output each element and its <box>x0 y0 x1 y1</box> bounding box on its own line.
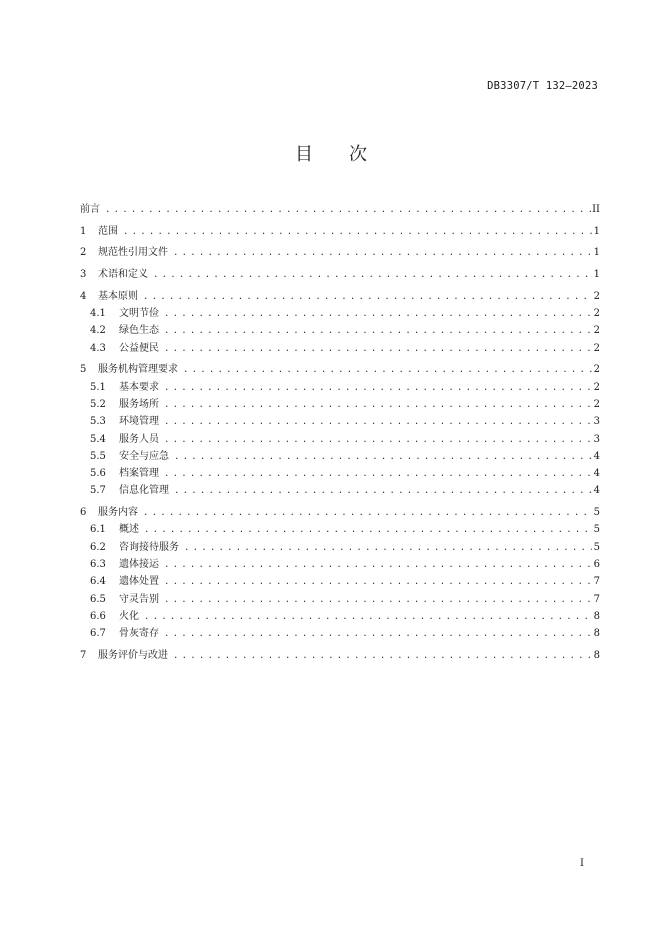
toc-subentry[interactable] <box>80 572 600 589</box>
toc-entry-number: 6.1 <box>90 524 106 536</box>
leader-dots <box>141 525 592 535</box>
toc-entry-page: 8 <box>593 610 600 622</box>
toc-subentry[interactable] <box>80 590 600 607</box>
toc-entry-title: 遗体处置 <box>119 576 159 588</box>
toc-entry-page: 8 <box>593 649 600 661</box>
toc-entry-title: 基本要求 <box>119 381 159 393</box>
toc-entry-number: 6.6 <box>90 610 106 622</box>
toc-entry-number: 5.6 <box>90 468 106 480</box>
toc-entry-foreword[interactable] <box>80 200 600 217</box>
toc-entry-number: 5.4 <box>90 433 106 445</box>
toc-subentry[interactable] <box>80 430 600 447</box>
page-number: I <box>580 858 584 869</box>
toc-subentry[interactable] <box>80 395 600 412</box>
leader-dots <box>170 248 592 258</box>
toc-entry-title: 遗体接运 <box>119 558 159 570</box>
leader-dots <box>161 400 592 410</box>
toc-entry-title: 安全与应急 <box>119 450 169 462</box>
toc-subentry[interactable] <box>80 321 600 338</box>
toc-entry-page: 8 <box>593 628 600 640</box>
toc-entry-number: 6.2 <box>90 541 106 553</box>
toc-entry-number: 4.1 <box>90 308 106 320</box>
leader-dots <box>181 543 592 553</box>
toc-entry-page: 2 <box>593 342 600 354</box>
leader-dots <box>171 452 592 462</box>
toc-subentry[interactable] <box>80 607 600 624</box>
toc-subentry[interactable] <box>80 481 600 498</box>
leader-dots <box>161 383 592 393</box>
leader-dots <box>171 486 592 496</box>
toc-subentry[interactable] <box>80 412 600 429</box>
toc-entry-title: 文明节俭 <box>119 308 159 320</box>
toc-entry-number: 5 <box>80 364 87 376</box>
toc-subentry[interactable] <box>80 538 600 555</box>
toc-entry-page: 5 <box>593 507 600 519</box>
toc-entry-page: 2 <box>593 325 600 337</box>
toc-entry-title: 服务人员 <box>119 433 159 445</box>
toc-entry-number: 6.4 <box>90 576 106 588</box>
toc-entry-title: 咨询接待服务 <box>119 541 179 553</box>
toc-entry-page: 7 <box>593 593 600 605</box>
toc-entry-number: 6.7 <box>90 628 106 640</box>
toc-subentry[interactable] <box>80 339 600 356</box>
toc-entry-page: 1 <box>593 225 600 237</box>
toc-entry-number: 6.5 <box>90 593 106 605</box>
toc-subentry[interactable] <box>80 447 600 464</box>
toc-entry-page: 2 <box>593 398 600 410</box>
toc-entry-title: 信息化管理 <box>119 485 169 497</box>
toc-entry-page: 4 <box>593 468 600 480</box>
toc-entry-page: 1 <box>593 247 600 259</box>
toc-entry-page: 2 <box>593 381 600 393</box>
toc-entry[interactable] <box>80 360 600 377</box>
toc-entry-number: 5.5 <box>90 450 106 462</box>
toc-entry-page: 7 <box>593 576 600 588</box>
toc-entry-page: II <box>592 204 600 215</box>
leader-dots <box>170 651 592 661</box>
leader-dots <box>161 595 592 605</box>
toc-entry-title: 前言 <box>80 204 100 215</box>
toc-entry-title: 范围 <box>98 225 118 237</box>
toc-entry[interactable] <box>80 265 600 282</box>
toc-entry-title: 概述 <box>119 524 139 536</box>
toc-entry-title: 档案管理 <box>119 468 159 480</box>
toc-entry-number: 4.2 <box>90 325 106 337</box>
leader-dots <box>161 344 592 354</box>
toc-entry-number: 5.3 <box>90 416 106 428</box>
leader-dots <box>102 205 592 215</box>
toc-entry-page: 4 <box>593 485 600 497</box>
leader-dots <box>161 417 592 427</box>
toc-entry-number: 4 <box>80 290 87 302</box>
toc-entry-page: 5 <box>593 524 600 536</box>
toc-entry-page: 3 <box>593 433 600 445</box>
toc-subentry[interactable] <box>80 555 600 572</box>
toc-entry-page: 2 <box>593 308 600 320</box>
toc-subentry[interactable] <box>80 520 600 537</box>
leader-dots <box>161 629 592 639</box>
toc-entry[interactable] <box>80 243 600 260</box>
toc-entry-title: 守灵告别 <box>119 593 159 605</box>
toc-entry-number: 5.1 <box>90 381 106 393</box>
leader-dots <box>141 612 592 622</box>
toc-entry-title: 绿色生态 <box>119 325 159 337</box>
toc-entry-number: 5.7 <box>90 485 106 497</box>
leader-dots <box>140 292 592 302</box>
toc-entry[interactable] <box>80 646 600 663</box>
toc-entry-title: 服务内容 <box>98 507 138 519</box>
toc-subentry[interactable] <box>80 304 600 321</box>
toc-subentry[interactable] <box>80 464 600 481</box>
leader-dots <box>161 577 592 587</box>
toc-entry[interactable] <box>80 222 600 239</box>
toc-entry-page: 2 <box>593 290 600 302</box>
toc-entry-page: 3 <box>593 416 600 428</box>
toc-entry-number: 1 <box>80 225 87 237</box>
document-code: DB3307/T 132—2023 <box>487 80 598 92</box>
leader-dots <box>161 435 592 445</box>
toc-entry-number: 4.3 <box>90 342 106 354</box>
toc-entry-page: 2 <box>593 364 600 376</box>
toc-entry[interactable] <box>80 287 600 304</box>
toc-entry-title: 服务评价与改进 <box>98 649 168 661</box>
toc-entry-number: 5.2 <box>90 398 106 410</box>
toc-entry-title: 规范性引用文件 <box>98 247 168 259</box>
toc-entry-title: 火化 <box>119 610 139 622</box>
toc-entry-number: 7 <box>80 649 87 661</box>
toc-subentry[interactable] <box>80 378 600 395</box>
toc-entry[interactable] <box>80 503 600 520</box>
toc-entry-page: 6 <box>593 558 600 570</box>
leader-dots <box>161 469 592 479</box>
toc-entry-title: 基本原则 <box>98 290 138 302</box>
page-title: 目次 <box>295 144 403 165</box>
toc-entry-page: 1 <box>593 269 600 281</box>
toc-entry-number: 6 <box>80 507 87 519</box>
toc-subentry[interactable] <box>80 624 600 641</box>
toc-entry-title: 环境管理 <box>119 416 159 428</box>
toc-entry-number: 3 <box>80 269 87 281</box>
leader-dots <box>161 560 592 570</box>
toc-entry-number: 6.3 <box>90 558 106 570</box>
toc-entry-title: 服务机构管理要求 <box>98 364 178 376</box>
leader-dots <box>140 508 592 518</box>
toc-entry-title: 公益便民 <box>119 342 159 354</box>
toc-entry-page: 4 <box>593 450 600 462</box>
leader-dots <box>161 309 592 319</box>
toc-entry-title: 骨灰寄存 <box>119 628 159 640</box>
leader-dots <box>120 227 592 237</box>
leader-dots <box>161 326 592 336</box>
toc-entry-page: 5 <box>593 541 600 553</box>
leader-dots <box>180 365 592 375</box>
table-of-contents <box>80 200 600 663</box>
leader-dots <box>150 270 592 280</box>
toc-entry-title: 服务场所 <box>119 398 159 410</box>
toc-entry-title: 术语和定义 <box>98 269 148 281</box>
toc-entry-number: 2 <box>80 247 87 259</box>
